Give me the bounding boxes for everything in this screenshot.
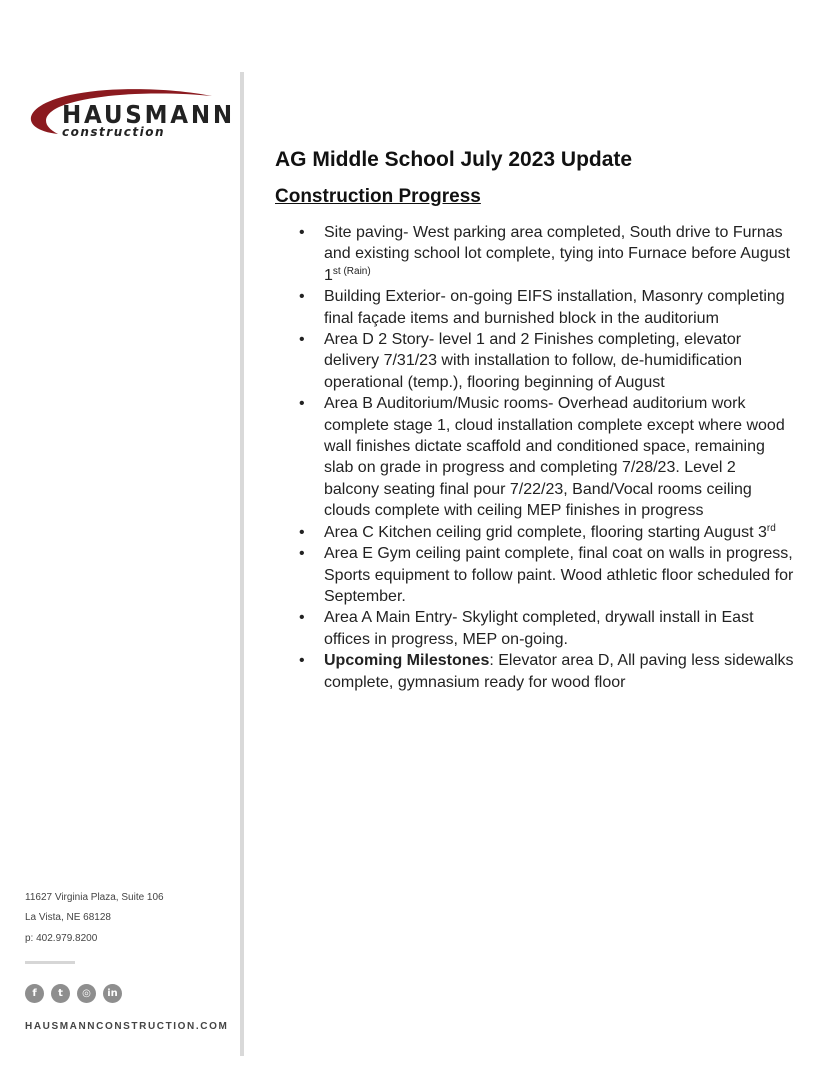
logo-subtitle: construction: [62, 125, 165, 139]
instagram-icon[interactable]: ◎: [77, 984, 96, 1003]
twitter-icon[interactable]: t: [51, 984, 70, 1003]
sidebar-divider: [240, 72, 244, 1056]
linkedin-icon[interactable]: in: [103, 984, 122, 1003]
phone-number: p: 402.979.8200: [25, 933, 98, 944]
section-heading: Construction Progress: [275, 186, 481, 207]
list-item: [275, 222, 795, 286]
list-item-text: Area C Kitchen ceiling grid complete, flooring starting August 3: [324, 523, 767, 541]
website-link[interactable]: HAUSMANNCONSTRUCTION.COM: [25, 1021, 229, 1032]
company-logo: [22, 84, 235, 144]
list-item-text: Area D 2 Story- level 1 and 2 Finishes completing, elevator delivery 7/31/23 with installation to follow, de-humidification operational (temp.), flooring beginning of August: [324, 331, 743, 391]
superscript: rd: [766, 522, 776, 534]
list-item: [275, 393, 795, 521]
list-item: [275, 650, 795, 693]
address-city: La Vista, NE 68128: [25, 912, 111, 923]
facebook-icon[interactable]: f: [25, 984, 44, 1003]
list-item-text: Area A Main Entry- Skylight completed, drywall install in East offices in progress, MEP on-going.: [324, 609, 754, 648]
list-item-text: Site paving- West parking area completed, South drive to Furnas and existing school lot complete, tying into Furnace before August 1: [324, 224, 791, 284]
superscript: st (Rain): [332, 265, 371, 277]
address-street: 11627 Virginia Plaza, Suite 106: [25, 892, 164, 903]
page-title: AG Middle School July 2023 Update: [275, 148, 633, 171]
list-item: [275, 329, 795, 393]
list-item-text: Building Exterior- on-going EIFS installation, Masonry completing final façade items and burnished block in the auditorium: [324, 288, 785, 327]
list-item-text: Area B Auditorium/Music rooms- Overhead auditorium work complete stage 1, cloud installation complete except where wood wall finishes dictate scaffold and conditioned space, remaining slab on grade in progress and completing 7/28/23. Level 2 balcony seating final pour 7/22/23, Band/Vocal rooms ceiling clouds complete with ceiling MEP finishes in progress: [324, 395, 785, 520]
social-links: [25, 984, 122, 1003]
list-item-text: Area E Gym ceiling paint complete, final coat on walls in progress, Sports equipment to follow paint. Wood athletic floor scheduled for September.: [324, 545, 794, 605]
milestones-label: Upcoming Milestones: [324, 652, 490, 670]
sidebar-separator: [25, 961, 75, 964]
list-item: [275, 607, 795, 650]
list-item-text: : Elevator area D, All paving less sidewalks complete, gymnasium ready for wood floor: [324, 652, 794, 691]
list-item: [275, 286, 795, 329]
list-item: [275, 522, 795, 543]
progress-list: [275, 222, 795, 693]
logo-wordmark: HAUSMANN: [62, 100, 235, 129]
list-item: [275, 543, 795, 607]
